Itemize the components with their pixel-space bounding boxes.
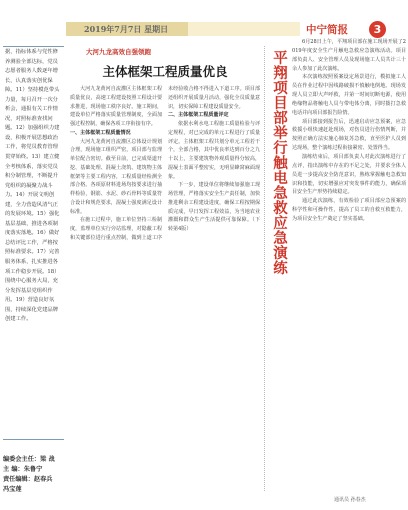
main-article-body [70,85,260,490]
column-tag: 大河九龙高效自强领跑 [86,48,151,56]
article-paragraph: 项目部接到报告后，迅速启动应急预案，应急救援小组快速赶赴现场，对伤员进行伤情判断，并按照正确方法实施心肺复苏急救，直至医护人员到达现场，整个演练过程衔接紧密、处置得当。 [292,118,406,152]
article-paragraph: 演练结束后，项目部负责人对此次演练进行了点评，指出演练中存在的不足之处，并要求全体人员进一步提高安全防范意识，熟练掌握触电急救知识和技能，切实增强应对突发事件的能力，确保项目安全生产形势持续稳定。 [292,153,406,196]
article-paragraph: 6月28日上午，平翔项目部在施工现场开展了2019年度安全生产月触电急救应急演练活动。项目部负责人、安全管理人员及现场施工人员共计三十余人参加了此次演练。 [292,39,406,72]
main-headline: 主体框架工程质量优良 [102,64,228,79]
editor-line: 编委会主任：梁 战 [3,456,55,463]
editorial-board [3,455,64,495]
section-subheading: 一、主体框架工程质量情况 [70,129,131,136]
article-paragraph: 大河九龙黄河自流灌区主体框架工程质量优良，高速工程建设按照工程设计要求推进，现场施工秩序良好。施工期间，建设单位严格落实质量管理制度，全面加强过程控制，确保各项工序衔接有序。 [70,86,162,127]
reporter-byline: 通讯员 孙春杰 [334,497,366,503]
page-header [66,22,406,36]
header-date-bar [66,22,188,36]
editor-line: 责任编辑：赵春兵 [3,476,53,483]
column-divider [264,46,265,491]
page-number-badge: 3 [369,21,386,38]
editor-line: 冯宝莲 [3,486,22,493]
vertical-headline: 平翔项目部举行触电急救应急演练 [271,50,287,275]
article-paragraph: 在施工过程中，施工单位坚持三检制度，监理单位实行旁站监理，对隐蔽工程和关键部位进行重点控制，做到上道工序未经验收合格不得进入下道工序。项目部还组织开展质量月活动，强化全员质量意识，切实保障工程建设质量安全。 [70,86,260,241]
sidebar-text: 据，指标体系与党性修养测验全部达标，党员志愿者服务人数逐年增长，认真落实创优保障。11）坚持模范带头力量，每月召开一次分析会，通报有关工作情况，对照标准查找问题。12）加强组织力建设，积极开展思想政治工作，将党员教育管理贯穿始终。13）建立健全考核体系，落实党员积分制管理，不断提升党组织的凝聚力战斗力。14）开展文明创建，全力营造风清气正的发展环境。15）强化基层基础，推进各项制度落实落地。16）做好总结评比工作，严格按照标准要求。17）完善服务体系，扎实推进各项工作稳步开展。18）围绕中心服务大局，充分发挥基层党组织作用。19）营造良好氛围，持续深化党建品牌创建工作。 [5,49,60,323]
issue-date: 2019年7月7日 星期日 [84,24,169,34]
editor-line: 主 编：朱鲁宁 [3,466,43,473]
article-paragraph: 通过此次演练，有效检验了项目部应急预案的科学性和可操作性，提高了员工的自救互救能力，为项目安全生产奠定了坚实基础。 [292,198,406,222]
article-paragraph: 依据水利水电工程施工质量检验与评定规程，对已完成的单元工程进行了质量评定。主体框架工程共划分单元工程若干个，全部合格，其中优良率达到百分之九十以上，主要建筑物外观质量得分较高，混凝土表面平整密实，无明显蜂窝麻面现象。 [168,121,260,180]
article-paragraph: 大河九龙黄河自流灌区总体设计规划合理，现场施工组织严密，项目部与监理单位配合密切。截至目前，已完成渠道开挖、基础处理、混凝土浇筑、建筑物主体框架等主要工程内容，工程质量经检测全部合格。各项原材料进场均按要求进行抽样检验，钢筋、水泥、砂石骨料等质量符合设计和规范要求，混凝土强度满足设计标准。 [70,138,162,215]
article-paragraph: 本次演练按照预案设定场景进行，模拟施工人员在作业过程中因线路破损不慎触电倒地。现场发现人员立即大声呼救，并第一时间切断电源，使用绝缘物品将触电人员与带电体分离，同时拨打急救电话并向项目部报告险情。 [292,74,406,116]
sidebar-column [3,46,64,440]
header-ornament-bar [188,22,300,36]
section-subheading: 二、主体框架工程质量评定 [168,112,229,119]
right-article [268,38,406,493]
article-paragraph: 下一步，建设单位将继续加强施工现场管理，严格落实安全生产责任制，加快推进剩余工程建设进度，确保工程按期保质完成，早日发挥工程效益，为当地农业灌溉和群众生产生活提供可靠保障。（下转第4版） [168,182,260,232]
newspaper-title: 中宁简报 [306,24,348,36]
